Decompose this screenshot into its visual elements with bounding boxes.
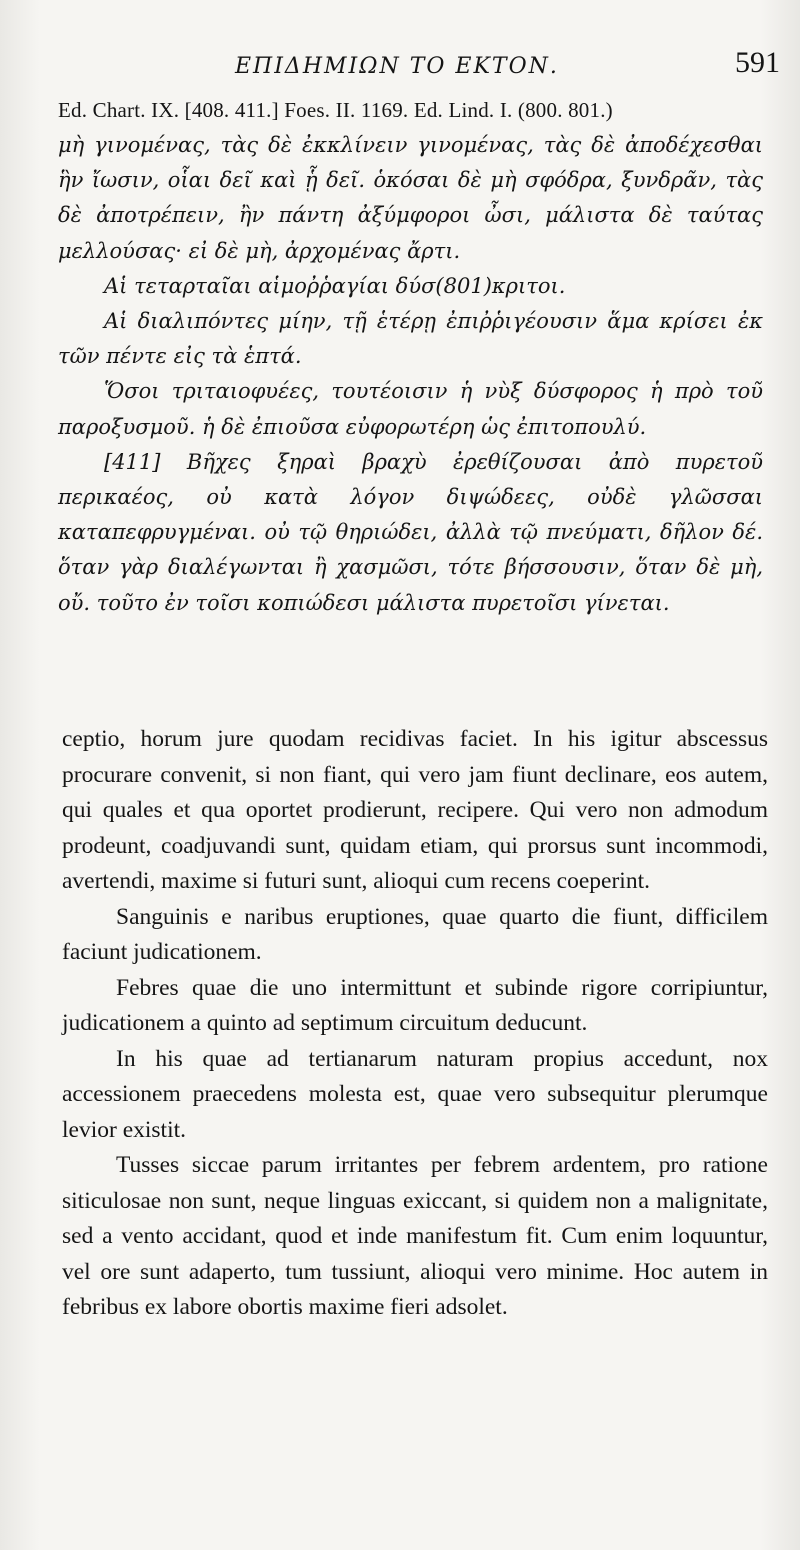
page-number: 591	[735, 46, 780, 79]
greek-text-block	[58, 128, 763, 621]
latin-paragraph-4: In his quae ad tertianarum naturam propius accedunt, nox accessionem praecedens molesta est, quae vero subsequitur plerumque levior existit.	[62, 1045, 768, 1143]
greek-paragraph-4: Ὅσοι τριταιοφυέες, τουτέοισιν ἡ νὺξ δύσφορος ἡ πρὸ τοῦ παροξυσμοῦ. ἡ δὲ ἐπιοῦσα εὐφορωτέρη ὡς ἐπιτοπουλύ.	[58, 379, 763, 439]
greek-paragraph-1: μὴ γινομένας, τὰς δὲ ἐκκλίνειν γινομένας, τὰς δὲ ἀποδέχεσθαι ἣν ἴωσιν, οἷαι δεῖ καὶ ᾗ δεῖ. ὁκόσαι δὲ μὴ σφόδρα, ξυνδρᾶν, τὰς δὲ ἀποτρέπειν, ἢν πάντη ἀξύμφοροι ὦσι, μάλιστα δὲ ταύτας μελλούσας· εἰ δὲ μὴ, ἀρχομένας ἄρτι.	[58, 133, 763, 263]
greek-paragraph-5: [411] Βῆχες ξηραὶ βραχὺ ἐρεθίζουσαι ἀπὸ πυρετοῦ περικαέος, οὐ κατὰ λόγον διψώδεες, οὐδὲ γλῶσσαι καταπεφρυγμέναι. οὐ τῷ θηριώδει, ἀλλὰ τῷ πνεύματι, δῆλον δέ. ὅταν γὰρ διαλέγωνται ἢ χασμῶσι, τότε βήσσουσιν, ὅταν δὲ μὴ, οὔ. τοῦτο ἐν τοῖσι κοπιώδεσι μάλιστα πυρετοῖσι γίνεται.	[58, 449, 763, 615]
greek-paragraph-3: Αἱ διαλιπόντες μίην, τῇ ἑτέρῃ ἐπιῤῥιγέουσιν ἅμα κρίσει ἐκ τῶν πέντε εἰς τὰ ἑπτά.	[58, 309, 763, 369]
latin-text-block	[62, 722, 768, 1326]
latin-paragraph-5: Tusses siccae parum irritantes per febrem ardentem, pro ratione siticulosae non sunt, neque linguas exiccant, si quidem non a malignitate, sed a vento accidant, quod et inde manifestum fit. Cum enim loquuntur, vel ore sunt adaperto, tum tussiunt, alioqui vero minime. Hoc autem in febribus ex labore obortis maxime fieri adsolet.	[62, 1152, 768, 1320]
running-head: ΕΠΙΔΗΜΙΩΝ ΤΟ ΕΚΤΟΝ.	[235, 54, 559, 79]
latin-paragraph-3: Febres quae die uno intermittunt et subinde rigore corripiuntur, judicationem a quinto ad septimum circuitum deducunt.	[62, 974, 768, 1036]
page-header	[60, 46, 780, 86]
latin-paragraph-2: Sanguinis e naribus eruptiones, quae quarto die fiunt, difficilem faciunt judicationem.	[62, 903, 768, 965]
greek-paragraph-2: Αἱ τεταρταῖαι αἱμοῤῥαγίαι δύσ(801)κριτοι.	[104, 273, 566, 298]
latin-paragraph-1: ceptio, horum jure quodam recidivas faciet. In his igitur abscessus procurare convenit, si non fiant, qui vero jam fiunt declinare, eos autem, qui quales et qua oportet prodierunt, recipere. Qui vero non admodum prodeunt, coadjuvandi sunt, quidam etiam, qui prorsus sunt incommodi, avertendi, maxime si futuri sunt, alioqui cum recens coeperint.	[62, 726, 768, 894]
edition-reference-line: Ed. Chart. IX. [408. 411.] Foes. II. 1169. Ed. Lind. I. (800. 801.)	[58, 98, 613, 122]
